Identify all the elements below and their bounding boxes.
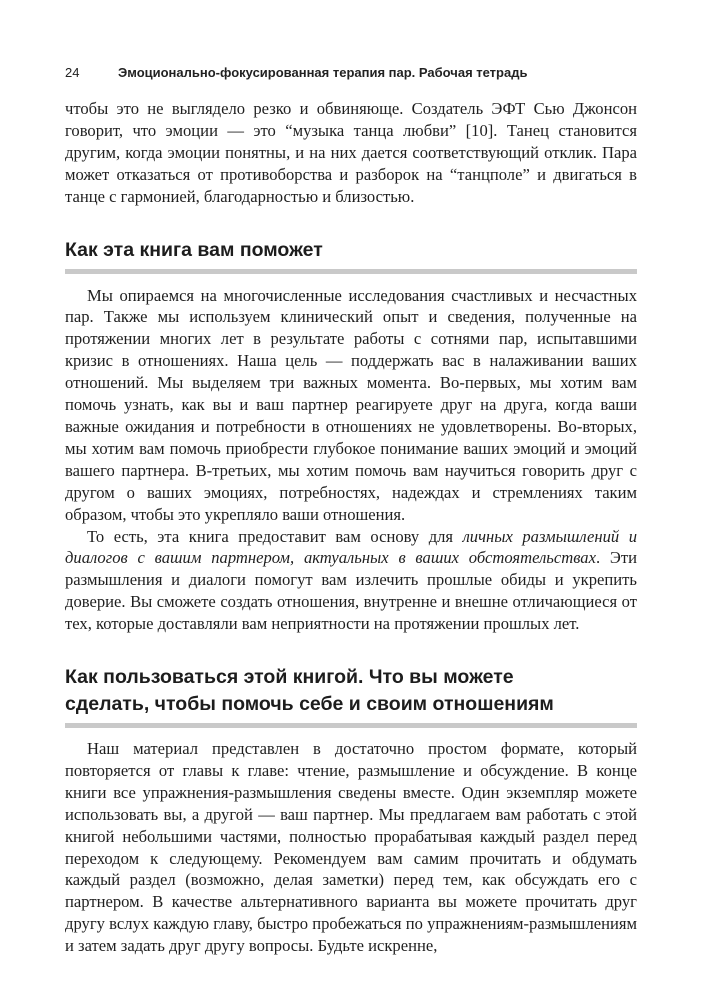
heading-rule bbox=[65, 269, 637, 274]
book-page bbox=[65, 62, 637, 957]
section1-paragraph1: Мы опираемся на многочисленные исследования счастливых и несчастных пар. Также мы используем клинический опыт и сведения, полученные на протяжении многих лет в результате работы с сотнями пар, испытавшими кризис в отношениях. Наша цель — поддержать вас в налаживании ваших отношений. Мы выделяем три важных момента. Во-первых, мы хотим вам помочь узнать, как вы и ваш партнер реагируете друг на друга, когда ваши важные ожидания и потребности в отношениях не удовлетворены. Во-вторых, мы хотим вам помочь приобрести глубокое понимание ваших эмоций и эмоций вашего партнера. В-третьих, мы хотим помочь вам научиться говорить друг с другом о ваших эмоциях, потребностях, надеждах и стремлениях таким образом, чтобы это укрепляло ваши отношения. bbox=[65, 285, 637, 524]
section-heading-how-book-helps: Как эта книга вам поможет bbox=[65, 238, 323, 261]
running-header bbox=[65, 62, 637, 84]
paragraph2-start: То есть, эта книга предоставит вам основу для bbox=[87, 526, 463, 546]
heading-line-2: сделать, чтобы помочь себе и своим отношениям bbox=[65, 693, 554, 716]
section2-paragraph1: Наш материал представлен в достаточно простом формате, который повторяется от главы к главе: чтение, размышление и обсуждение. В конце книги все упражнения-размышления сведены вместе. Один экземпляр можете использовать вы, а другой — ваш партнер. Мы предлагаем вам работать с этой книгой небольшими частями, полностью прорабатывая каждый раздел перед переходом к следующему. Рекомендуем вам самим прочитать и обдумать каждый раздел (возможно, делая заметки) перед тем, как обсуждать его с партнером. В качестве альтернативного варианта вы можете прочитать друг другу вслух каждую главу, быстро пробежаться по упражнениям-размышлениям и затем задать друг другу вопросы. Будьте искренне, bbox=[65, 739, 637, 956]
heading-line-1: Как пользоваться этой книгой. Что вы можете bbox=[65, 666, 514, 689]
paragraph2-end: . Эти размышления и диалоги помогут вам излечить прошлые обиды и укрепить доверие. Вы сможете создать отношения, внутренне и внешне отличающиеся от тех, которые доставляли вам неприятности на протяжении прошлых лет. bbox=[65, 548, 637, 634]
paragraph2-italic: личных размышлений и диалогов с вашим партнером, актуальных в ваших обстоятельствах bbox=[65, 526, 638, 568]
page-number: 24 bbox=[65, 65, 80, 80]
section1-paragraph2 bbox=[65, 526, 637, 636]
heading-rule bbox=[65, 723, 637, 728]
running-title: Эмоционально-фокусированная терапия пар. Рабочая тетрадь bbox=[118, 65, 528, 80]
section-heading-how-to-use bbox=[65, 664, 637, 718]
intro-paragraph: чтобы это не выглядело резко и обвиняюще. Создатель ЭФТ Сью Джонсон говорит, что эмоции — это “музыка танца любви” [10]. Танец становится другим, когда эмоции понятны, и на них дается соответствующий отклик. Пара может отказаться от противоборства и разборок на “танцполе” и двигаться в танце с гармонией, благодарностью и близостью. bbox=[65, 99, 637, 206]
